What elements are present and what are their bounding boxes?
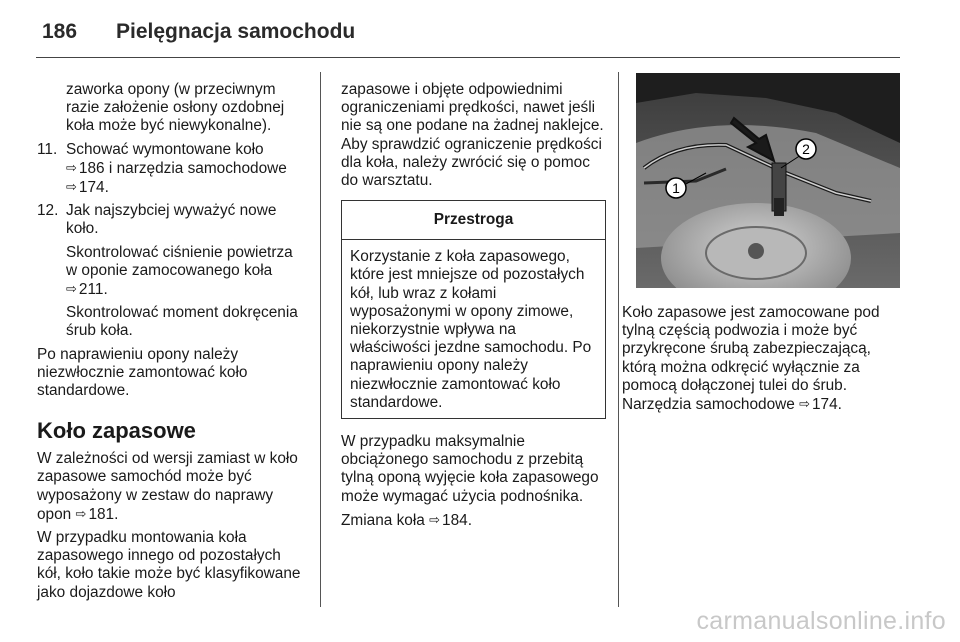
body-paragraph: W przypadku montowania koła zapasowego innego od pozostałych kół, koło takie może być klasyfikowane jako dojazdowe koło bbox=[37, 529, 301, 601]
reference-arrow-icon: ⇨ bbox=[799, 396, 810, 412]
page-number: 186 bbox=[42, 20, 78, 43]
page-title: Pielęgnacja samochodu bbox=[116, 20, 356, 43]
body-paragraph: Po naprawieniu opony należy niezwłocznie zamontować koło standardowe. bbox=[37, 345, 248, 400]
step-number: 12. bbox=[37, 202, 59, 220]
step-11 bbox=[37, 141, 305, 198]
column-middle bbox=[341, 81, 606, 535]
bolt-sleeve bbox=[774, 198, 784, 216]
step-number: 11. bbox=[37, 140, 58, 158]
step-12 bbox=[37, 202, 305, 340]
column-divider-1 bbox=[320, 72, 321, 607]
page-reference[interactable]: ⇨ 181. bbox=[75, 505, 119, 523]
column-divider-2 bbox=[618, 72, 619, 607]
body-paragraph: zapasowe i objęte odpowiednimi ograniczeniami prędkości, nawet jeśli nie są one podane na żadnej naklejce. Aby sprawdzić ograniczenie prędkości dla koła, należy zwrócić się o pomoc do warsztatu. bbox=[341, 81, 604, 190]
body-paragraph: Zmiana koła ⇨ 184. bbox=[341, 511, 472, 529]
continued-step-text: zaworka opony (w przeciwnym razie założenie osłony ozdobnej koła może być niewykonalne). bbox=[66, 81, 285, 135]
photo-caption: Koło zapasowe jest zamocowane pod tylną częścią podwozia i może być przykręcone śrubą zabezpieczającą, którą można odkręcić wyłącznie za pomocą dołączonej tulei do śrub. Narzędzia samochodowe ⇨ 174. bbox=[622, 304, 880, 414]
column-right bbox=[622, 304, 904, 419]
step-text: i narzędzia samochodowe bbox=[108, 159, 287, 177]
step-text: Jak najszybciej wyważyć nowe koło. bbox=[66, 202, 277, 238]
spare-wheel-photo bbox=[636, 73, 900, 288]
reference-arrow-icon: ⇨ bbox=[429, 511, 441, 527]
page-reference[interactable]: ⇨ 174. bbox=[66, 179, 109, 197]
page-reference[interactable]: ⇨ 211. bbox=[66, 281, 108, 299]
page-reference[interactable]: ⇨ 184. bbox=[429, 511, 472, 529]
reference-arrow-icon: ⇨ bbox=[75, 505, 87, 521]
watermark: carmanualsonline.info bbox=[696, 607, 946, 635]
page-reference[interactable]: ⇨ 186 bbox=[66, 159, 105, 177]
caution-box bbox=[341, 200, 606, 419]
caution-title: Przestroga bbox=[342, 201, 605, 240]
section-heading: Koło zapasowe bbox=[37, 418, 196, 444]
step-text: Schować wymontowane koło bbox=[66, 140, 264, 158]
reference-arrow-icon: ⇨ bbox=[66, 281, 77, 297]
callout-2-label: 2 bbox=[802, 141, 810, 157]
callout-1-label: 1 bbox=[672, 180, 680, 196]
body-paragraph: W przypadku maksymalnie obciążonego samochodu z przebitą tylną oponą wyjęcie koła zapasowego może wymagać użycia podnośnika. bbox=[341, 433, 599, 505]
page-reference[interactable]: ⇨ 174. bbox=[799, 396, 842, 414]
reference-arrow-icon: ⇨ bbox=[66, 179, 77, 195]
column-left bbox=[37, 81, 305, 607]
body-paragraph: W zależności od wersji zamiast w koło zapasowe samochód może być wyposażony w zestaw do naprawy opon ⇨ 181. bbox=[37, 450, 298, 523]
underbody-illustration bbox=[636, 73, 900, 288]
step-subtext: Skontrolować moment dokręcenia śrub koła. bbox=[66, 304, 298, 340]
reference-arrow-icon: ⇨ bbox=[66, 159, 77, 175]
caution-text: Korzystanie z koła zapasowego, które jest mniejsze od pozostałych kół, lub wraz z kołami wyposażonymi w opony zimowe, niekorzystnie wpływa na właściwości jezdne samochodu. Po naprawieniu opony należy niezwłocznie zamontować koło standardowe. bbox=[350, 248, 592, 411]
wheel-hub bbox=[748, 243, 764, 259]
step-subtext: Skontrolować ciśnienie powietrza w oponie zamocowanego koła ⇨ 211. bbox=[66, 243, 293, 299]
header-divider bbox=[36, 57, 900, 58]
